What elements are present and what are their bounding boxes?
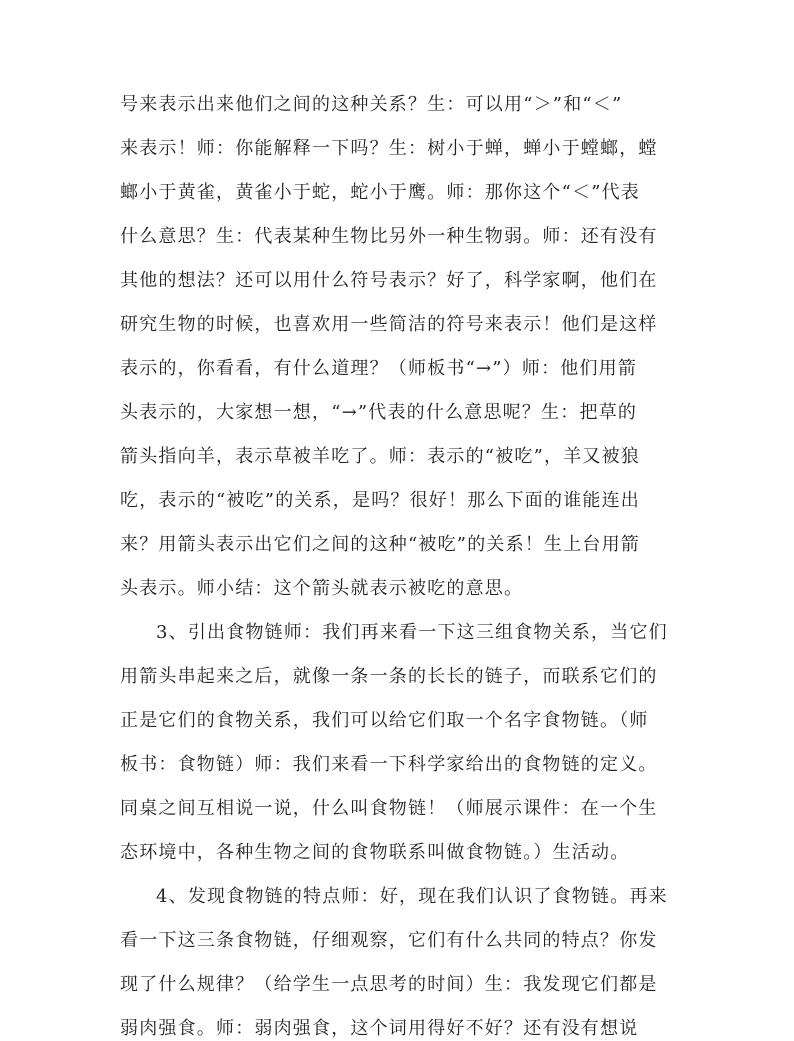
text-line: 弱肉强食。师：弱肉强食，这个词用得好不好？还有没有想说 [120,1018,639,1039]
text-line: 吃，表示的“被吃”的关系，是吗？很好！那么下面的谁能连出 [120,490,641,511]
text-line: 用箭头串起来之后，就像一条一条的长长的链子，而联系它们的 [120,666,658,687]
paragraph-start-line: 4、发现食物链的特点师：好，现在我们认识了食物链。再来 [156,886,668,907]
text-line: 头表示。师小结：这个箭头就表示被吃的意思。 [120,578,524,599]
text-line: 现了什么规律？（给学生一点思考的时间）生：我发现它们都是 [120,974,658,995]
text-line: 号来表示出来他们之间的这种关系？生：可以用“＞”和“＜” [120,94,623,115]
text-line: 同桌之间互相说一说，什么叫食物链！（师展示课件：在一个生 [120,798,658,819]
text-line: 螂小于黄雀，黄雀小于蛇，蛇小于鹰。师：那你这个“＜”代表 [120,182,641,203]
text-line: 正是它们的食物关系，我们可以给它们取一个名字食物链。（师 [120,710,649,731]
text-line: 看一下这三条食物链，仔细观察，它们有什么共同的特点？你发 [120,930,658,951]
text-line: 态环境中，各种生物之间的食物联系叫做食物链。）生活动。 [120,842,630,863]
text-line: 板书：食物链）师：我们来看一下科学家给出的食物链的定义。 [120,754,658,775]
text-line: 来？用箭头表示出它们之间的这种“被吃”的关系！生上台用箭 [120,534,641,555]
text-line: 头表示的，大家想一想，“→”代表的什么意思呢？生：把草的 [120,402,638,423]
text-line: 箭头指向羊，表示草被羊吃了。师：表示的“被吃”，羊又被狼 [120,446,641,467]
text-line: 研究生物的时候，也喜欢用一些简洁的符号来表示！他们是这样 [120,314,658,335]
paragraph-start-line: 3、引出食物链师：我们再来看一下这三组食物关系，当它们 [156,622,668,643]
text-line: 来表示！师：你能解释一下吗？生：树小于蝉，蝉小于螳螂，螳 [120,138,658,159]
text-line: 表示的，你看看，有什么道理？（师板书“→”）师：他们用箭 [120,358,638,379]
text-line: 其他的想法？还可以用什么符号表示？好了，科学家啊，他们在 [120,270,658,291]
text-line: 什么意思？生：代表某种生物比另外一种生物弱。师：还有没有 [120,226,658,247]
